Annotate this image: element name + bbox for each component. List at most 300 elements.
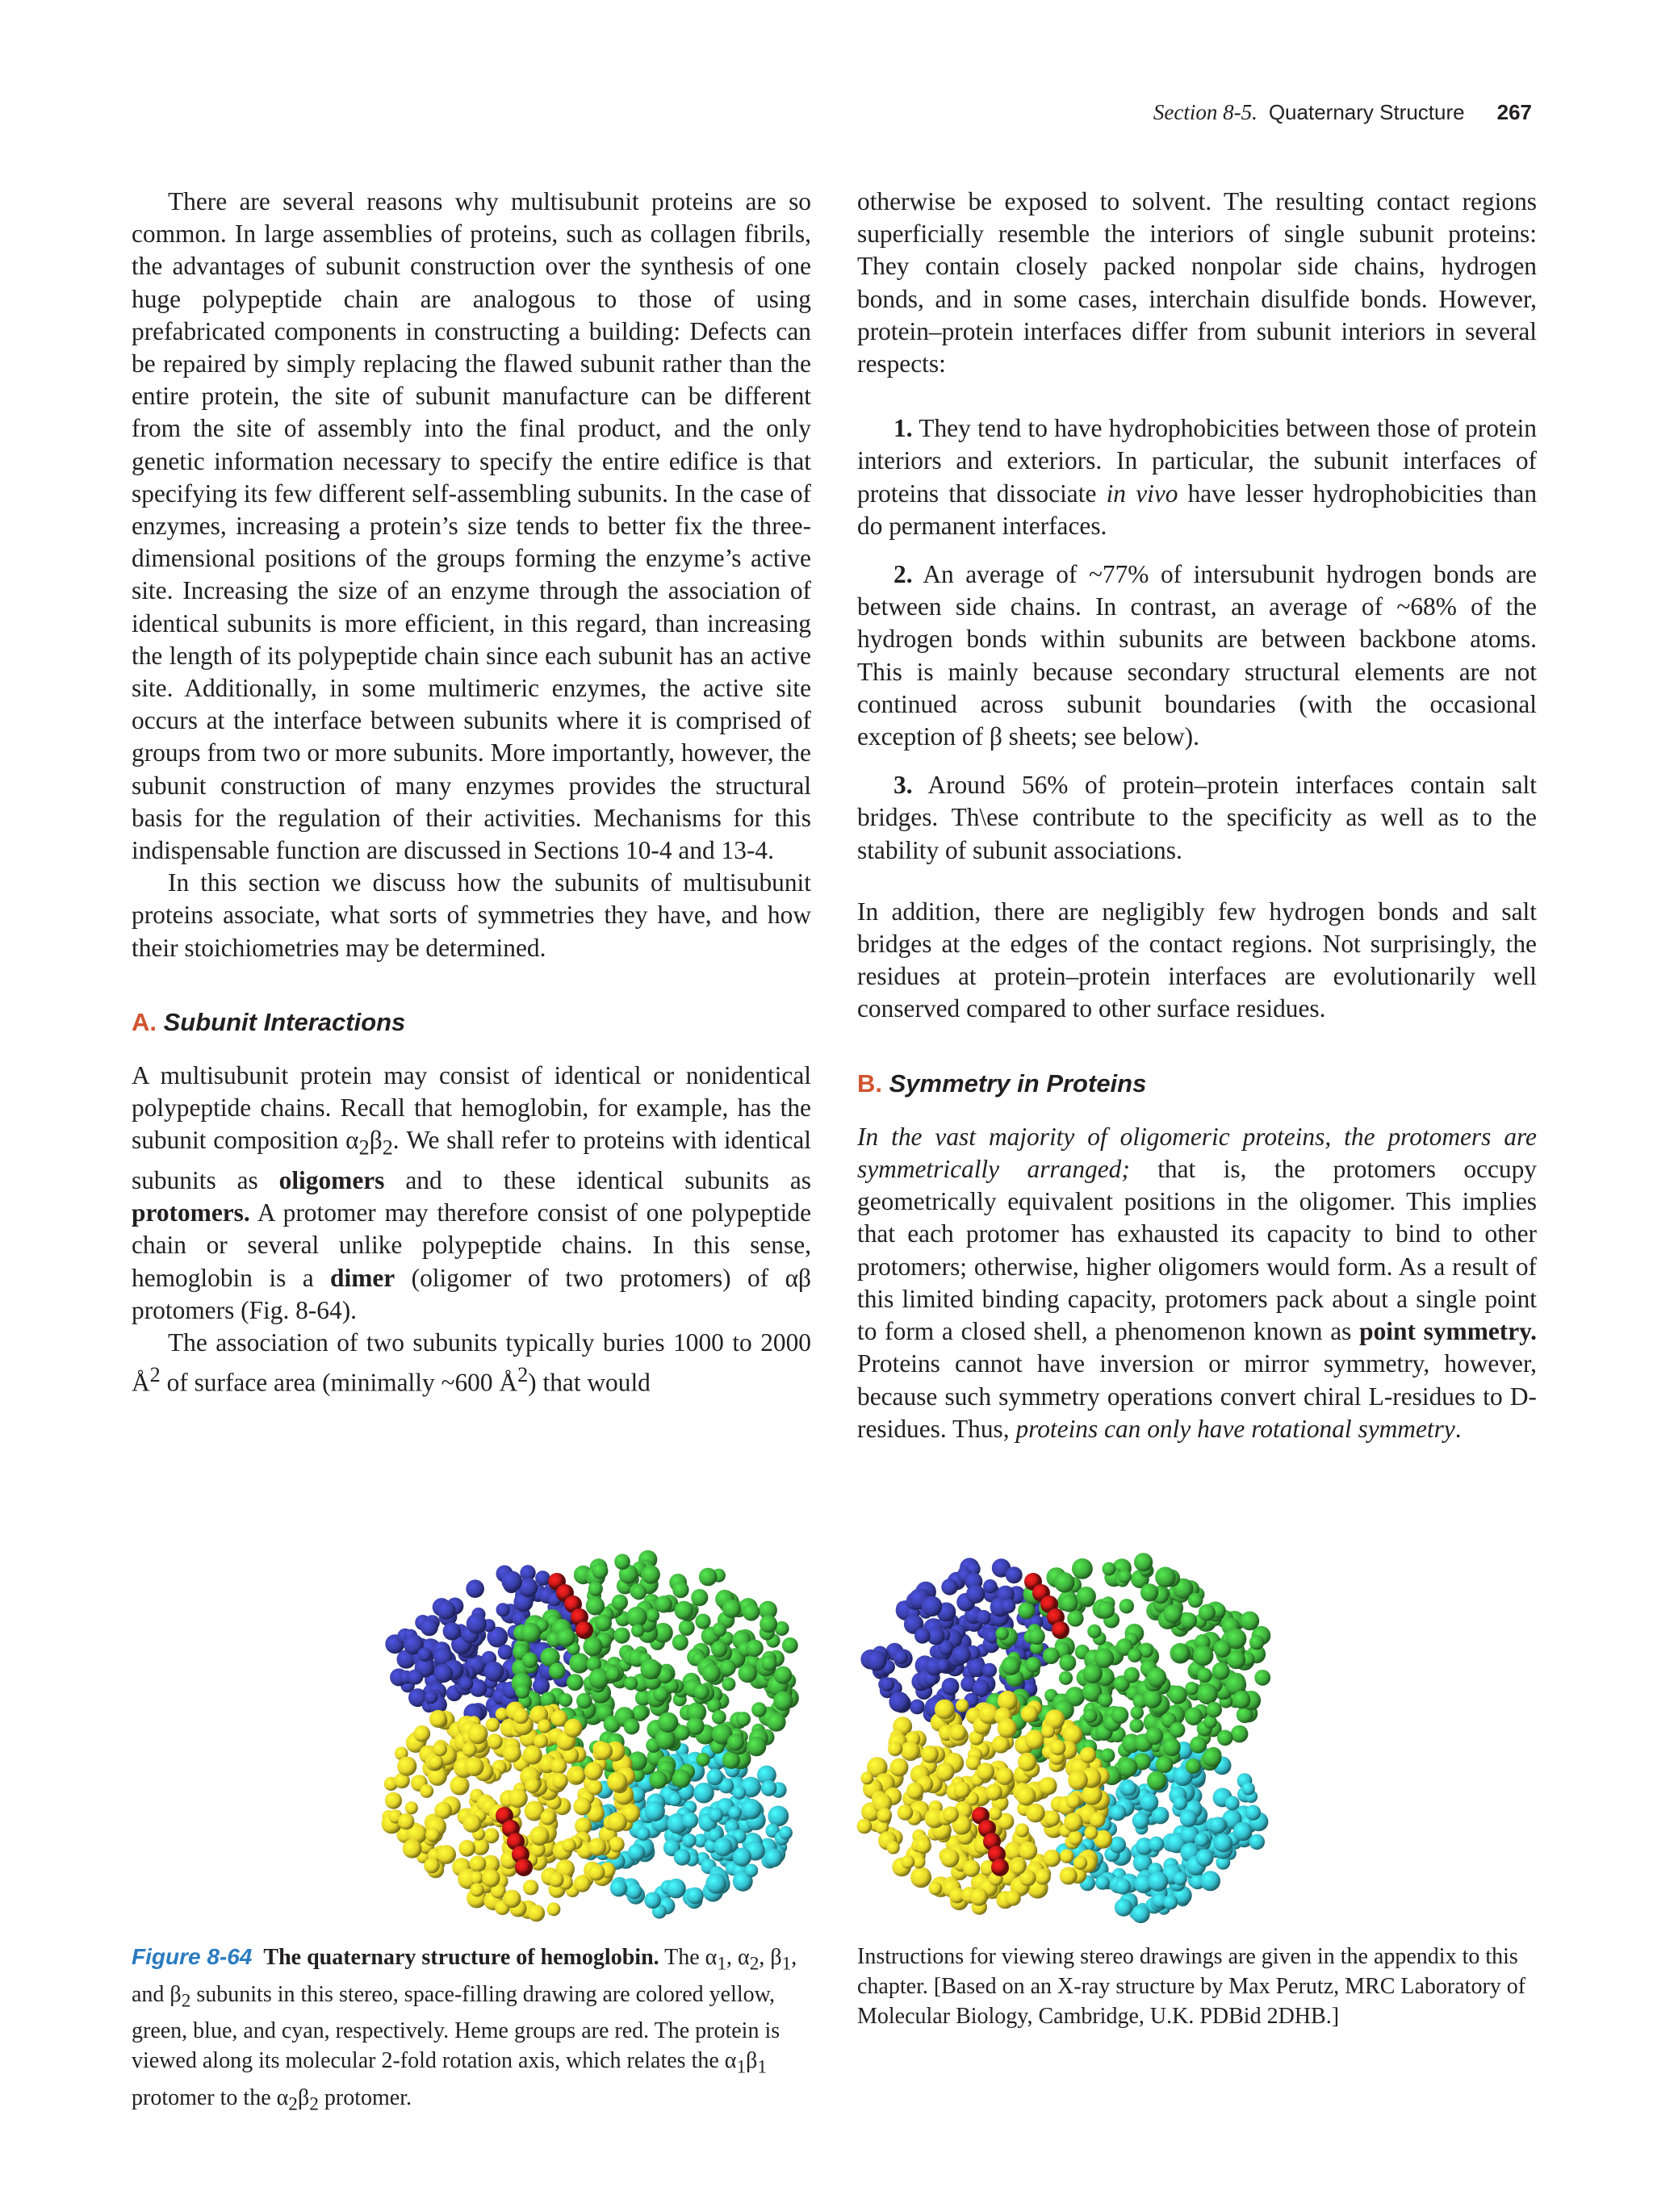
atom-sphere bbox=[1039, 1777, 1057, 1795]
atom-sphere bbox=[956, 1699, 969, 1712]
atom-sphere bbox=[1072, 1558, 1093, 1579]
atom-sphere bbox=[666, 1879, 686, 1899]
atom-sphere bbox=[592, 1563, 608, 1579]
atom-sphere bbox=[1115, 1879, 1131, 1895]
atom-sphere bbox=[584, 1762, 603, 1780]
atom-sphere bbox=[515, 1684, 529, 1699]
atom-sphere bbox=[1059, 1671, 1073, 1685]
atom-sphere bbox=[628, 1844, 645, 1861]
figure-8-64-stereo bbox=[367, 1549, 1546, 1929]
atom-sphere bbox=[637, 1827, 651, 1841]
atom-sphere bbox=[1065, 1793, 1081, 1808]
hemoglobin-stereo-right-image bbox=[839, 1549, 1299, 1925]
atom-sphere bbox=[587, 1779, 602, 1795]
atom-sphere bbox=[1064, 1813, 1083, 1832]
atom-sphere bbox=[1254, 1670, 1270, 1686]
atom-sphere bbox=[687, 1888, 704, 1905]
atom-sphere bbox=[1249, 1635, 1264, 1650]
atom-sphere bbox=[922, 1596, 942, 1616]
atom-sphere bbox=[889, 1691, 909, 1712]
atom-sphere bbox=[1061, 1595, 1078, 1612]
atom-sphere bbox=[644, 1892, 661, 1909]
atom-sphere bbox=[1073, 1856, 1087, 1870]
atom-sphere bbox=[1197, 1683, 1218, 1704]
atom-sphere bbox=[1043, 1647, 1060, 1664]
atom-sphere bbox=[1028, 1628, 1045, 1645]
atom-sphere bbox=[921, 1746, 939, 1763]
atom-sphere bbox=[745, 1864, 759, 1878]
atom-sphere bbox=[998, 1718, 1017, 1737]
hemoglobin-stereo-left-image bbox=[367, 1549, 827, 1925]
atom-sphere bbox=[1169, 1686, 1187, 1704]
section-b-title: Symmetry in Proteins bbox=[889, 1068, 1147, 1098]
atom-sphere bbox=[733, 1848, 751, 1867]
atom-sphere bbox=[1145, 1727, 1163, 1745]
section-a-heading bbox=[132, 1006, 811, 1039]
atom-sphere bbox=[675, 1601, 694, 1620]
atom-sphere bbox=[420, 1784, 433, 1798]
atom-sphere bbox=[782, 1637, 798, 1654]
atom-sphere bbox=[1025, 1657, 1041, 1673]
atom-sphere bbox=[466, 1579, 484, 1598]
atom-sphere bbox=[398, 1813, 414, 1829]
atom-sphere bbox=[434, 1664, 453, 1683]
left-paragraph-1: There are several reasons why multisubunit proteins are so common. In large assemblies of proteins, such as collagen fibrils, the advantages of subunit construction over the synthesis of one huge polypeptide chain are analogous to those of using prefabricated components in constructing a building: Defects can be repaired by simply replacing the flawed subunit rather than the entire protein, the site of subunit manufacture can be different from the site of assembly into the final product, and the only genetic information necessary to specify the entire edifice is that specifying its few different self-assembling subunits. In the case of enzymes, increasing a protein’s size tends to better fix the three-dimensional positions of the groups forming the enzyme’s active site. Increasing the size of an enzyme through the association of identical subunits is more efficient, in this regard, than increasing the length of its polypeptide chain since each subunit has an active site. Additionally, in some multimeric enzymes, the active site occurs at the interface between subunits where it is comprised of groups from two or more subunits. More importantly, however, the subunit construction of many enzymes provides the structural basis for the regulation of their activities. Mechanisms for this indispensable function are discussed in Sections 10-4 and 13-4. bbox=[132, 187, 811, 865]
list-item-1: 1. They tend to have hydrophobicities between those of protein interiors and exteriors. In particular, the subunit interfaces of proteins that dissociate in vivo have lesser hydrophobicities than do permanent interfaces. bbox=[857, 414, 1538, 540]
atom-sphere bbox=[547, 1902, 561, 1916]
atom-sphere bbox=[699, 1568, 718, 1587]
atom-sphere bbox=[679, 1620, 695, 1636]
atom-sphere bbox=[887, 1841, 900, 1854]
atom-sphere bbox=[1170, 1722, 1185, 1737]
atom-sphere bbox=[433, 1742, 447, 1757]
atom-sphere bbox=[429, 1754, 443, 1769]
atom-sphere bbox=[1231, 1725, 1249, 1743]
atom-sphere bbox=[1180, 1810, 1198, 1828]
atom-sphere bbox=[760, 1615, 777, 1633]
atom-sphere bbox=[564, 1719, 583, 1737]
atom-sphere bbox=[741, 1799, 762, 1820]
atom-sphere bbox=[1134, 1553, 1153, 1571]
atom-sphere bbox=[1084, 1826, 1098, 1840]
atom-sphere bbox=[675, 1725, 690, 1741]
atom-sphere bbox=[1172, 1645, 1190, 1662]
atom-sphere bbox=[523, 1880, 538, 1895]
atom-sphere bbox=[1054, 1572, 1074, 1592]
atom-sphere bbox=[894, 1650, 908, 1664]
atom-sphere bbox=[693, 1783, 714, 1804]
atom-sphere bbox=[586, 1596, 605, 1615]
atom-sphere bbox=[773, 1691, 793, 1711]
atom-sphere bbox=[982, 1663, 997, 1678]
atom-sphere bbox=[1110, 1804, 1127, 1821]
atom-sphere bbox=[1203, 1748, 1222, 1767]
atom-sphere bbox=[1111, 1707, 1129, 1725]
atom-sphere bbox=[857, 1819, 873, 1834]
atom-sphere bbox=[522, 1653, 538, 1669]
left-paragraph-4: The association of two subunits typically buries 1000 to 2000 $Å^2$ of surface area (minimally ~600 $Å^2$) that would bbox=[132, 1328, 811, 1397]
atom-sphere bbox=[1011, 1860, 1025, 1875]
atom-sphere bbox=[693, 1684, 709, 1700]
figure-caption-title: The quaternary structure of hemoglobin. bbox=[263, 1945, 659, 1970]
atom-sphere bbox=[1156, 1756, 1173, 1773]
atom-sphere bbox=[1001, 1599, 1015, 1613]
atom-sphere bbox=[866, 1650, 886, 1670]
atom-sphere bbox=[672, 1770, 691, 1788]
atom-sphere bbox=[1050, 1740, 1066, 1756]
atom-sphere bbox=[1083, 1708, 1098, 1723]
atom-sphere bbox=[1241, 1782, 1254, 1795]
atom-sphere bbox=[482, 1869, 500, 1887]
atom-sphere bbox=[501, 1571, 522, 1592]
term-protomers: protomers. bbox=[132, 1198, 250, 1227]
atom-sphere bbox=[1249, 1834, 1265, 1850]
atom-sphere bbox=[747, 1737, 766, 1756]
atom-sphere bbox=[952, 1645, 971, 1664]
right-paragraph-3: In the vast majority of oligomeric proteins, the protomers are symmetrically arranged; that is, the protomers occupy geometrically equivalent positions in the oligomer. This implies that each protomer has exhausted its capacity to bind to other protomers; otherwise, higher oligomers would form. As a result of this limited binding capacity, protomers pack about a single point to form a closed shell, a phenomenon known as point symmetry. Proteins cannot have inversion or mirror symmetry, however, because such symmetry operations convert chiral L-residues to D-residues. Thus, proteins can only have rotational symmetry. bbox=[857, 1122, 1537, 1443]
atom-sphere bbox=[549, 1872, 564, 1888]
atom-sphere bbox=[1199, 1604, 1216, 1621]
atom-sphere bbox=[1232, 1691, 1250, 1708]
atom-sphere bbox=[996, 1767, 1014, 1785]
atom-sphere bbox=[462, 1742, 477, 1757]
atom-sphere bbox=[1103, 1562, 1116, 1576]
atom-sphere bbox=[458, 1676, 473, 1691]
atom-sphere bbox=[722, 1677, 735, 1691]
atom-sphere bbox=[550, 1758, 567, 1775]
atom-sphere bbox=[642, 1566, 660, 1584]
atom-sphere bbox=[437, 1845, 456, 1864]
atom-sphere bbox=[631, 1585, 647, 1600]
atom-sphere bbox=[898, 1804, 914, 1821]
atom-sphere bbox=[672, 1582, 688, 1598]
atom-sphere bbox=[1044, 1811, 1061, 1827]
atom-sphere bbox=[424, 1858, 440, 1874]
right-paragraph-1: otherwise be exposed to solvent. The resulting contact regions superficially resemble the interiors of single subunit proteins: They contain closely packed nonpolar side chains, hydrogen bonds, and in some cases, interchain disulfide bonds. However, protein–protein interfaces differ from subunit interiors in several respects: bbox=[857, 187, 1537, 378]
atom-sphere bbox=[573, 1797, 591, 1815]
atom-sphere bbox=[941, 1579, 958, 1595]
atom-sphere bbox=[774, 1666, 792, 1684]
atom-sphere bbox=[486, 1718, 500, 1733]
atom-sphere bbox=[1119, 1599, 1134, 1613]
atom-sphere bbox=[1041, 1725, 1055, 1738]
figure-caption: Figure 8-64 The quaternary structure of hemoglobin. The $\alpha_1$, $\alpha_2$, $\beta_1$, and $\beta_2$ subunits in this stereo, space-filling drawing are colored yellow, green, blue, and cyan, respectively. Heme groups are red. The protein is viewed along its molecular 2-fold rotation axis, which relates the $\alpha_1\beta_1$ protomer to the $\alpha_2\beta_2$ protomer. bbox=[132, 1944, 797, 2115]
atom-sphere bbox=[540, 1810, 555, 1825]
atom-sphere bbox=[888, 1742, 902, 1756]
atom-sphere bbox=[552, 1773, 568, 1789]
atom-sphere bbox=[966, 1585, 985, 1604]
atom-sphere bbox=[1025, 1730, 1044, 1750]
atom-sphere bbox=[761, 1655, 776, 1670]
atom-sphere bbox=[1067, 1610, 1083, 1626]
atom-sphere bbox=[1068, 1771, 1088, 1791]
atom-sphere bbox=[1016, 1786, 1036, 1805]
atom-sphere bbox=[612, 1595, 628, 1611]
atom-sphere bbox=[860, 1771, 873, 1784]
atom-sphere bbox=[470, 1855, 487, 1872]
atom-sphere bbox=[767, 1712, 786, 1732]
atom-sphere bbox=[496, 1603, 510, 1616]
atom-sphere bbox=[682, 1834, 696, 1847]
atom-sphere bbox=[557, 1628, 575, 1646]
atom-sphere bbox=[970, 1888, 988, 1906]
atom-sphere bbox=[508, 1788, 528, 1808]
right-paragraph-2: In addition, there are negligibly few hydrogen bonds and salt bridges at the edges of the contact regions. Not surprisingly, the residues at protein–protein interfaces are evolutionarily well conserved compared to other surface residues. bbox=[857, 897, 1537, 1023]
atom-sphere bbox=[487, 1733, 503, 1750]
atom-sphere bbox=[915, 1838, 931, 1854]
atom-sphere bbox=[1015, 1823, 1029, 1837]
atom-sphere bbox=[929, 1882, 943, 1896]
atom-sphere bbox=[1149, 1837, 1164, 1852]
atom-sphere bbox=[1174, 1871, 1187, 1885]
atom-sphere bbox=[607, 1772, 627, 1792]
atom-sphere bbox=[1035, 1869, 1051, 1885]
atom-sphere bbox=[606, 1666, 621, 1681]
atom-sphere bbox=[989, 1807, 1002, 1821]
atom-sphere bbox=[728, 1806, 742, 1820]
atom-sphere bbox=[567, 1674, 584, 1691]
atom-sphere bbox=[943, 1806, 959, 1822]
right-column bbox=[857, 186, 1537, 1445]
atom-sphere bbox=[1140, 1793, 1158, 1812]
atom-sphere bbox=[935, 1762, 954, 1781]
atom-sphere bbox=[714, 1838, 732, 1856]
atom-sphere bbox=[646, 1608, 659, 1622]
list-item-3: 3. Around 56% of protein–protein interfaces contain salt bridges. Th\ese contribute to the specificity as well as to the stability of subunit associations. bbox=[857, 771, 1537, 864]
atom-sphere bbox=[672, 1634, 688, 1650]
atom-sphere bbox=[1147, 1667, 1167, 1687]
atom-sphere bbox=[910, 1867, 931, 1888]
atom-sphere bbox=[588, 1864, 605, 1881]
atom-sphere bbox=[1026, 1804, 1045, 1823]
atom-sphere bbox=[1240, 1612, 1259, 1631]
atom-sphere bbox=[953, 1782, 970, 1799]
atom-sphere bbox=[1021, 1705, 1039, 1723]
atom-sphere bbox=[1217, 1730, 1233, 1746]
atom-sphere bbox=[1128, 1648, 1142, 1662]
atom-sphere bbox=[712, 1623, 726, 1637]
atom-sphere bbox=[733, 1786, 747, 1800]
atom-sphere bbox=[588, 1668, 609, 1688]
atom-sphere bbox=[443, 1622, 461, 1640]
atom-sphere bbox=[535, 1570, 550, 1586]
header-section: Section 8-5. bbox=[1153, 100, 1258, 124]
atom-sphere bbox=[779, 1826, 793, 1840]
atom-sphere bbox=[986, 1784, 1002, 1801]
section-b-letter: B. bbox=[857, 1068, 882, 1098]
atom-sphere bbox=[425, 1691, 437, 1704]
atom-sphere bbox=[1131, 1706, 1144, 1719]
atom-sphere bbox=[901, 1855, 914, 1869]
atom-sphere bbox=[588, 1582, 603, 1596]
atom-sphere bbox=[1214, 1640, 1232, 1658]
atom-sphere bbox=[1129, 1719, 1144, 1733]
atom-sphere bbox=[574, 1875, 591, 1892]
atom-sphere bbox=[1101, 1748, 1115, 1762]
atom-sphere bbox=[538, 1719, 551, 1733]
atom-sphere bbox=[1059, 1654, 1076, 1671]
atom-sphere bbox=[751, 1702, 767, 1717]
atom-sphere bbox=[626, 1884, 642, 1900]
atom-sphere bbox=[450, 1775, 469, 1795]
atom-sphere bbox=[595, 1742, 613, 1760]
heme-atom bbox=[575, 1621, 593, 1639]
atom-sphere bbox=[613, 1628, 630, 1644]
atom-sphere bbox=[1087, 1625, 1101, 1638]
atom-sphere bbox=[408, 1670, 424, 1685]
atom-sphere bbox=[1002, 1656, 1021, 1675]
atom-sphere bbox=[1124, 1667, 1140, 1683]
atom-sphere bbox=[1132, 1813, 1149, 1829]
atom-sphere bbox=[977, 1762, 994, 1780]
atom-sphere bbox=[764, 1849, 783, 1867]
atom-sphere bbox=[1210, 1817, 1227, 1834]
atom-sphere bbox=[1163, 1604, 1182, 1623]
figure-caption-continued: Instructions for viewing stereo drawings are given in the appendix to this chapter. [Based on an X-ray structure by Max Perutz, MRC Laboratory of Molecular Biology, Cambridge, U.K. PDBid 2DHB.] bbox=[857, 1944, 1526, 2029]
atom-sphere bbox=[1196, 1849, 1214, 1867]
atom-sphere bbox=[1097, 1601, 1115, 1619]
heme-atom bbox=[1052, 1621, 1069, 1639]
atom-sphere bbox=[465, 1757, 484, 1776]
atom-sphere bbox=[727, 1733, 744, 1750]
atom-sphere bbox=[414, 1725, 431, 1742]
atom-sphere bbox=[1163, 1895, 1178, 1909]
atom-sphere bbox=[1005, 1890, 1021, 1906]
atom-sphere bbox=[609, 1837, 625, 1853]
atom-sphere bbox=[1140, 1583, 1158, 1601]
atom-sphere bbox=[437, 1601, 455, 1620]
atom-sphere bbox=[697, 1753, 710, 1767]
section-a-title: Subunit Interactions bbox=[163, 1007, 406, 1036]
atom-sphere bbox=[405, 1801, 418, 1814]
atom-sphere bbox=[576, 1693, 592, 1709]
section-b-heading bbox=[857, 1068, 1537, 1100]
atom-sphere bbox=[1095, 1875, 1110, 1890]
atom-sphere bbox=[640, 1659, 661, 1680]
atom-sphere bbox=[421, 1619, 438, 1637]
atom-sphere bbox=[1200, 1871, 1220, 1891]
atom-sphere bbox=[936, 1658, 949, 1671]
atom-sphere bbox=[610, 1880, 627, 1896]
atom-sphere bbox=[1118, 1758, 1137, 1777]
atom-sphere bbox=[549, 1662, 566, 1679]
atom-sphere bbox=[950, 1725, 967, 1742]
atom-sphere bbox=[996, 1627, 1009, 1640]
atom-sphere bbox=[1212, 1662, 1230, 1680]
atom-sphere bbox=[1018, 1753, 1036, 1771]
atom-sphere bbox=[498, 1645, 513, 1660]
atom-sphere bbox=[738, 1664, 757, 1683]
atom-sphere bbox=[940, 1849, 959, 1867]
atom-sphere bbox=[649, 1771, 667, 1789]
atom-sphere bbox=[695, 1614, 710, 1629]
atom-sphere bbox=[877, 1808, 893, 1823]
atom-sphere bbox=[1060, 1849, 1074, 1863]
left-paragraph-2: In this section we discuss how the subunits of multisubunit proteins associate, what sorts of symmetries they have, and how their stoichiometries may be determined. bbox=[132, 868, 811, 962]
page-number: 267 bbox=[1496, 100, 1532, 124]
atom-sphere bbox=[1206, 1702, 1222, 1718]
atom-sphere bbox=[906, 1783, 923, 1800]
atom-sphere bbox=[707, 1769, 724, 1786]
atom-sphere bbox=[973, 1679, 990, 1697]
atom-sphere bbox=[743, 1604, 760, 1621]
atom-sphere bbox=[998, 1691, 1018, 1711]
atom-sphere bbox=[1122, 1781, 1137, 1796]
atom-sphere bbox=[1245, 1805, 1261, 1821]
atom-sphere bbox=[624, 1719, 640, 1735]
atom-sphere bbox=[914, 1628, 931, 1644]
atom-sphere bbox=[570, 1768, 585, 1783]
atom-sphere bbox=[1188, 1593, 1203, 1608]
atom-sphere bbox=[890, 1758, 909, 1777]
atom-sphere bbox=[1083, 1664, 1103, 1683]
atom-sphere bbox=[977, 1610, 991, 1625]
atom-sphere bbox=[1193, 1645, 1213, 1666]
atom-sphere bbox=[1186, 1758, 1201, 1774]
atom-sphere bbox=[1195, 1833, 1209, 1847]
atom-sphere bbox=[403, 1839, 422, 1859]
atom-sphere bbox=[674, 1849, 691, 1866]
atom-sphere bbox=[559, 1693, 572, 1707]
atom-sphere bbox=[702, 1664, 721, 1683]
atom-sphere bbox=[429, 1710, 447, 1728]
atom-sphere bbox=[529, 1826, 549, 1846]
atom-sphere bbox=[1143, 1689, 1162, 1708]
atom-sphere bbox=[935, 1700, 955, 1720]
atom-sphere bbox=[607, 1812, 627, 1832]
atom-sphere bbox=[963, 1860, 980, 1877]
atom-sphere bbox=[470, 1883, 483, 1896]
atom-sphere bbox=[1149, 1871, 1169, 1892]
atom-sphere bbox=[385, 1792, 402, 1809]
atom-sphere bbox=[467, 1724, 488, 1744]
atom-sphere bbox=[691, 1589, 708, 1606]
atom-sphere bbox=[503, 1744, 521, 1762]
running-header bbox=[1153, 100, 1532, 125]
atom-sphere bbox=[645, 1801, 665, 1821]
atom-sphere bbox=[513, 1708, 529, 1725]
atom-sphere bbox=[983, 1579, 998, 1594]
atom-sphere bbox=[942, 1678, 960, 1696]
atom-sphere bbox=[1132, 1905, 1150, 1923]
atom-sphere bbox=[1098, 1692, 1112, 1707]
atom-sphere bbox=[458, 1840, 475, 1857]
atom-sphere bbox=[483, 1662, 504, 1682]
atom-sphere bbox=[746, 1640, 764, 1658]
atom-sphere bbox=[682, 1813, 698, 1829]
term-oligomers: oligomers bbox=[278, 1165, 385, 1194]
atom-sphere bbox=[1118, 1570, 1132, 1583]
atom-sphere bbox=[1044, 1850, 1061, 1867]
atom-sphere bbox=[525, 1778, 540, 1793]
left-column bbox=[132, 186, 811, 1399]
atom-sphere bbox=[1162, 1738, 1180, 1756]
figure-label: Figure 8-64 bbox=[132, 1944, 253, 1969]
section-a-letter: A. bbox=[132, 1007, 157, 1036]
atom-sphere bbox=[462, 1814, 481, 1833]
atom-sphere bbox=[901, 1742, 920, 1761]
heme-atom bbox=[515, 1859, 533, 1876]
atom-sphere bbox=[397, 1757, 416, 1776]
atom-sphere bbox=[470, 1871, 483, 1884]
atom-sphere bbox=[1214, 1834, 1232, 1852]
atom-sphere bbox=[722, 1599, 741, 1618]
atom-sphere bbox=[614, 1554, 630, 1570]
atom-sphere bbox=[1180, 1612, 1197, 1629]
atom-sphere bbox=[1018, 1602, 1035, 1619]
atom-sphere bbox=[910, 1700, 925, 1715]
atom-sphere bbox=[503, 1890, 521, 1908]
